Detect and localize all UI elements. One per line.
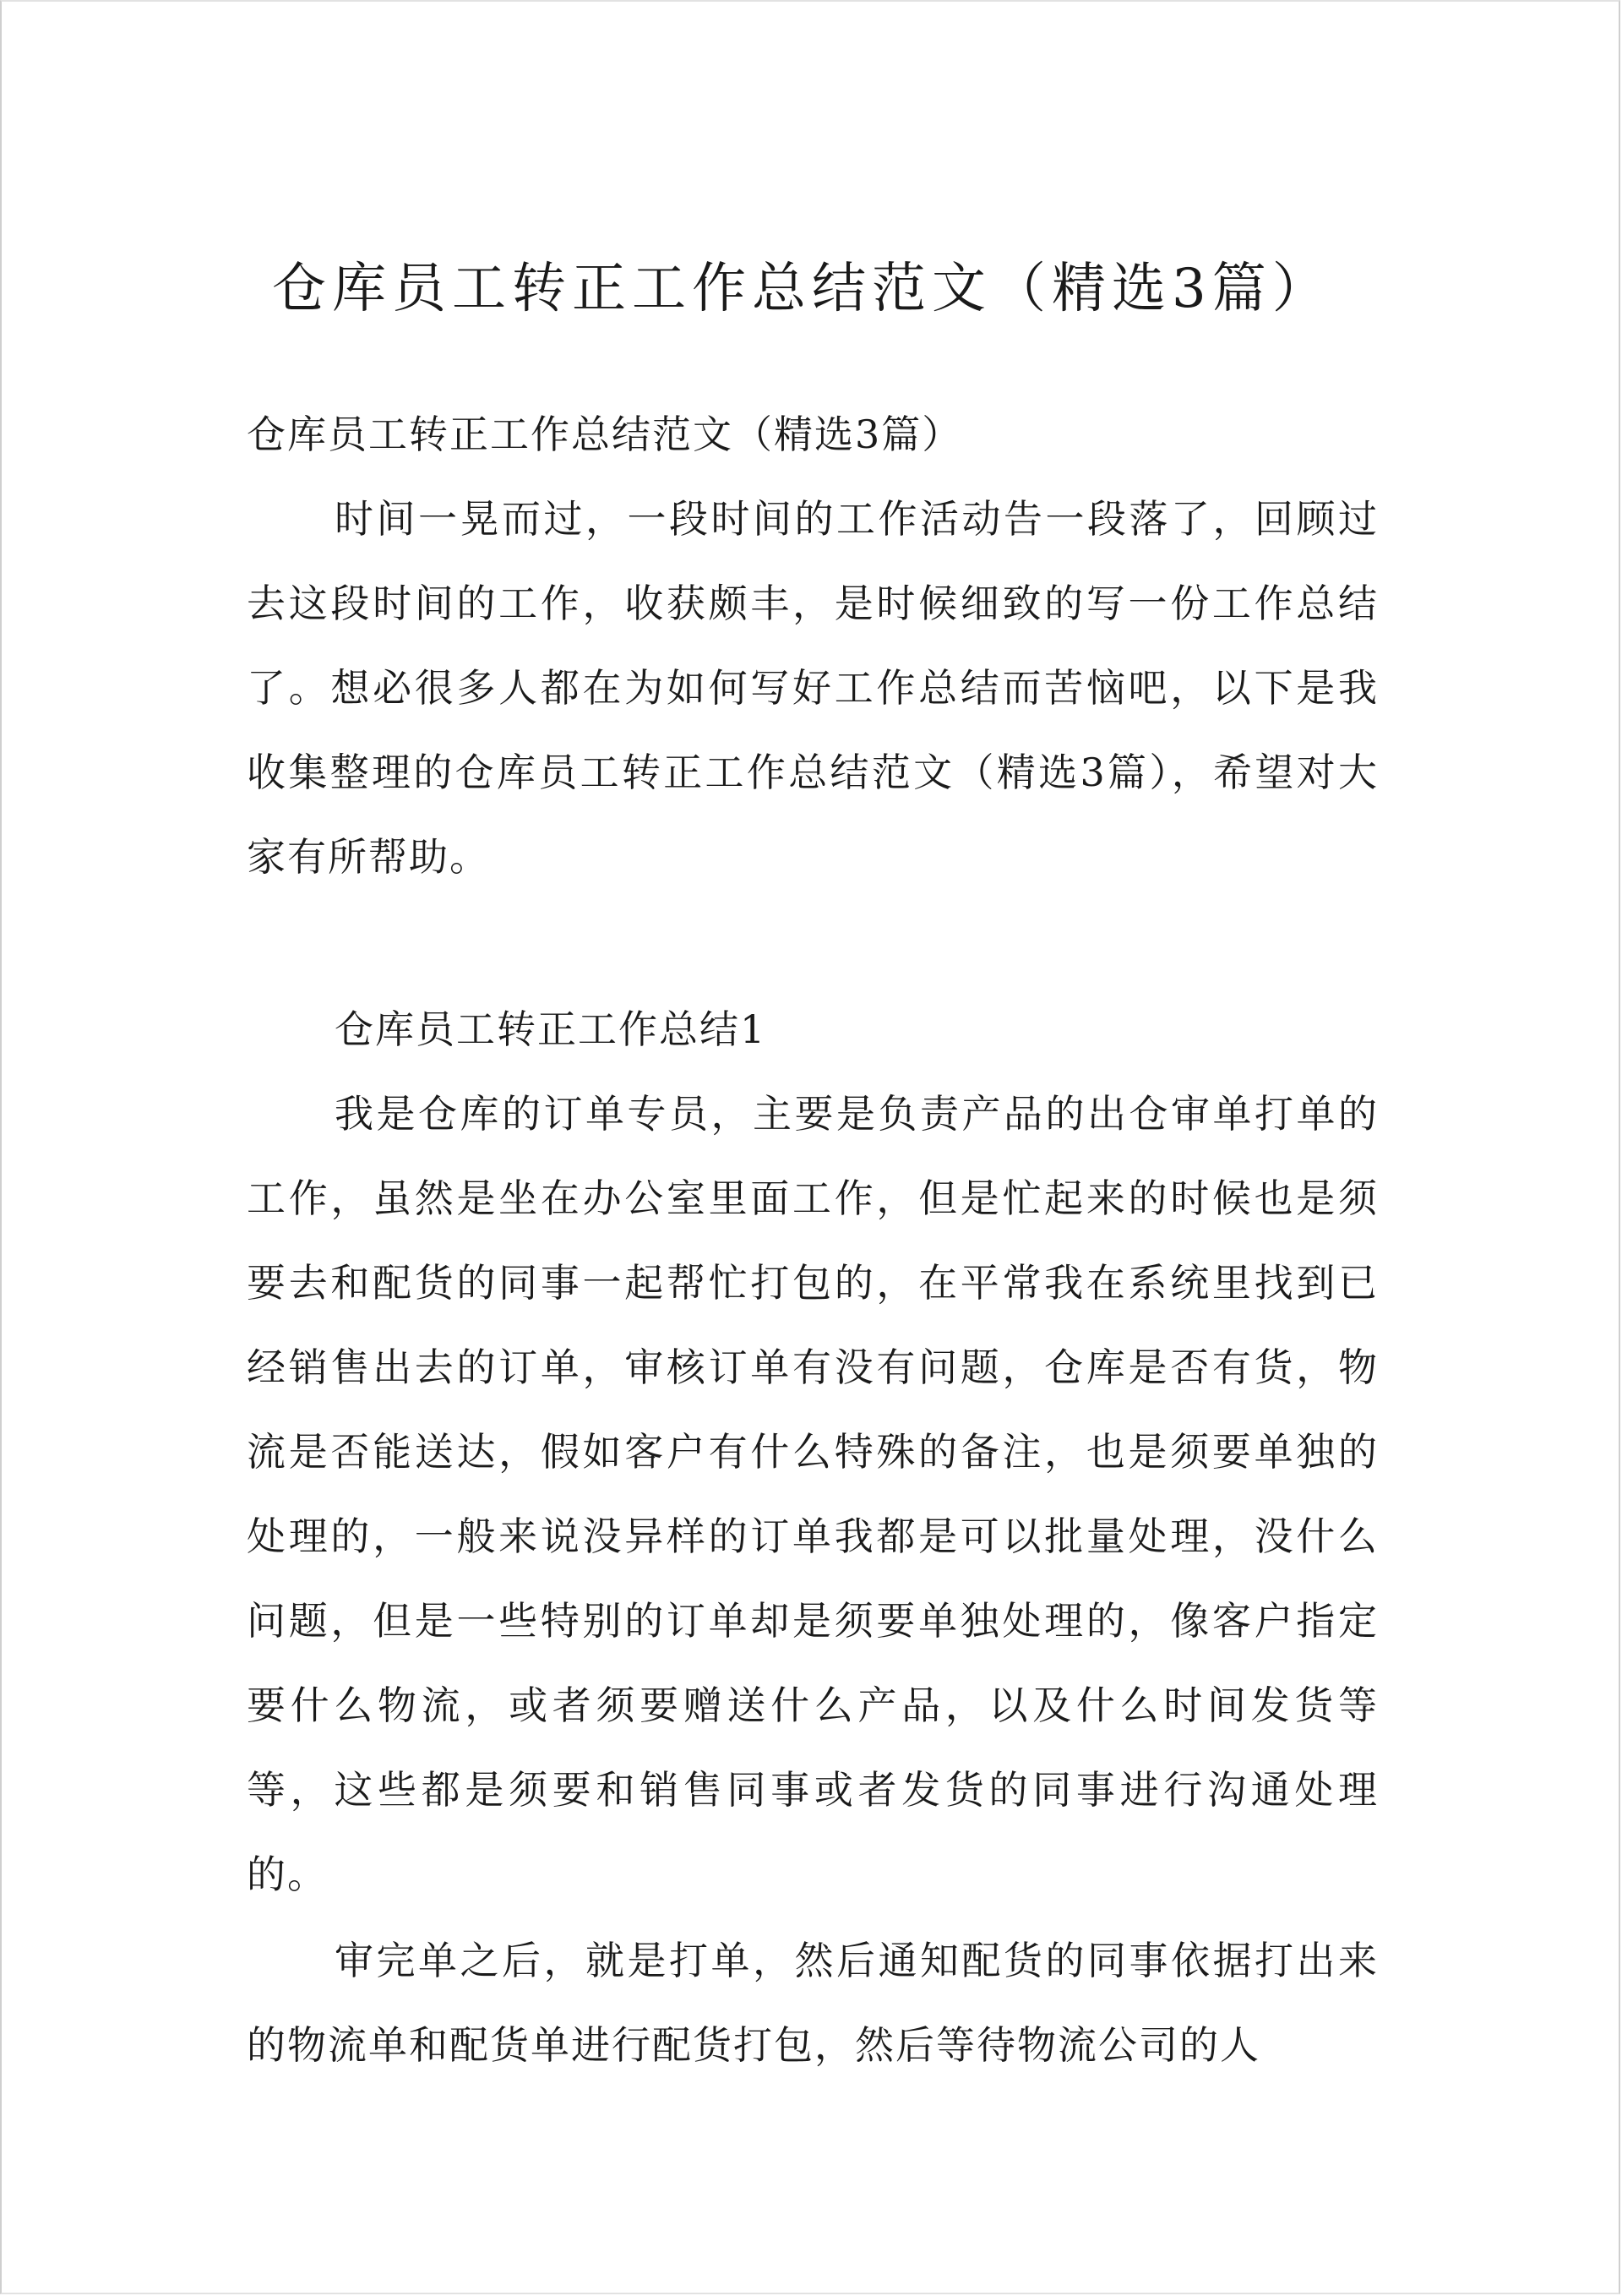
document-title: 仓库员工转正工作总结范文（精选3篇） bbox=[272, 258, 1332, 320]
section-paragraph-2: 审完单之后，就是打单，然后通知配货的同事依据打出来的物流单和配货单进行配货打包，然后等待物流公司的人 bbox=[247, 1938, 1379, 2068]
section-paragraph-1: 我是仓库的订单专员，主要是负责产品的出仓审单打单的工作，虽然是坐在办公室里面工作，但是忙起来的时候也是须要去和配货的同事一起帮忙打包的，在平常我在系统里找到已经销售出去的订单，审核订单有没有问题，仓库是否有货，物流是否能送达，假如客户有什么特殊的备注，也是须要单独的处理的，一般来说没异样的订单我都是可以批量处理，没什么问题，但是一些特别的订单却是须要单独处理的，像客户指定要什么物流，或者须要赠送什么产品，以及什么时间发货等等，这些都是须要和销售同事或者发货的同事进行沟通处理的。 bbox=[247, 1091, 1379, 1897]
intro-paragraph: 时间一晃而过，一段时间的工作活动告一段落了，回顾过去这段时间的工作，收获颇丰，是时候细致的写一份工作总结了。想必很多人都在为如何写好工作总结而苦恼吧，以下是我收集整理的仓库员工转正工作总结范文（精选3篇），希望对大家有所帮助。 bbox=[247, 496, 1379, 880]
document-subtitle: 仓库员工转正工作总结范文（精选3篇） bbox=[247, 412, 963, 457]
section-heading: 仓库员工转正工作总结1 bbox=[335, 1006, 767, 1052]
